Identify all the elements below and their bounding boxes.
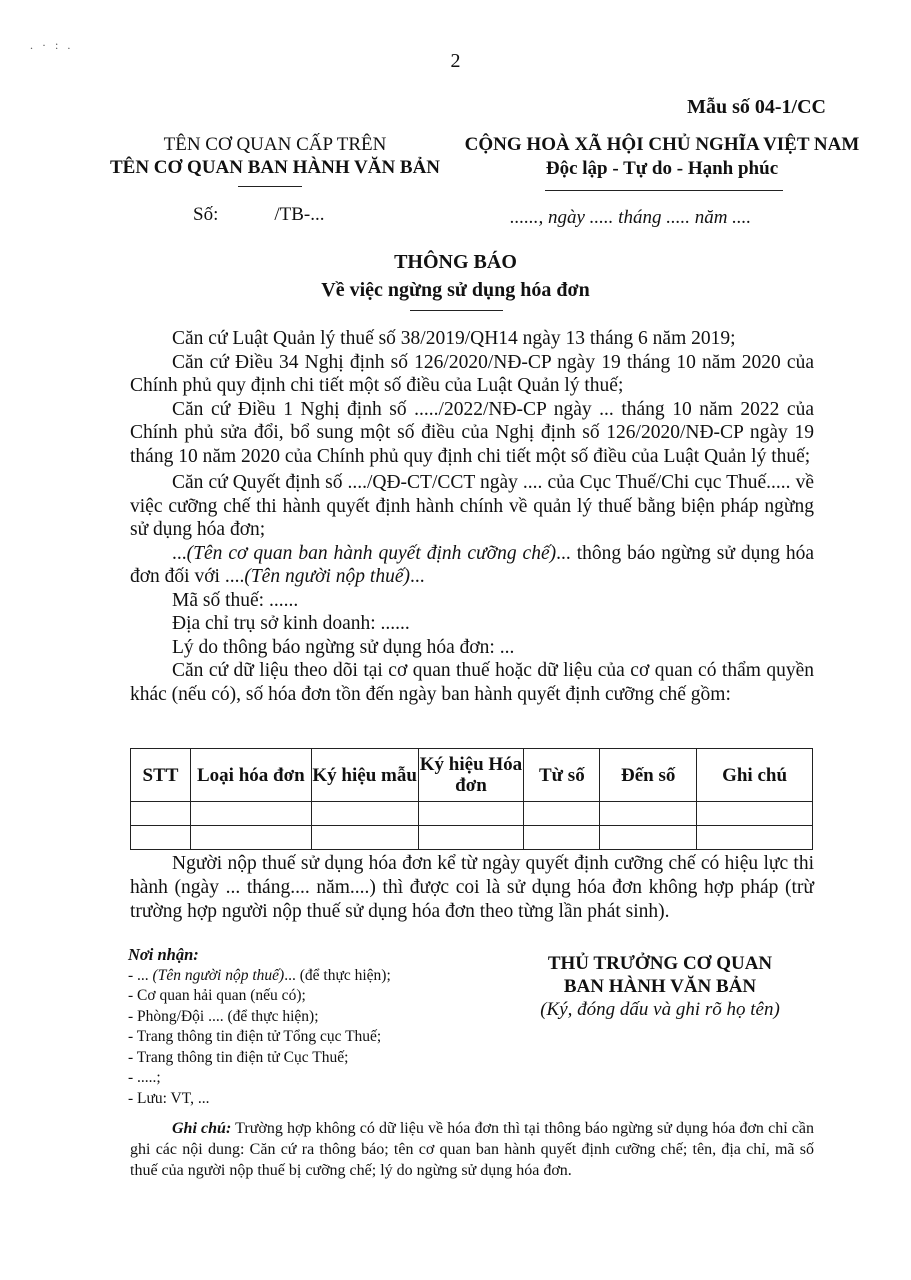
address-line: Địa chỉ trụ sở kinh doanh: ...... [172,613,410,634]
footnote-label: Ghi chú: [172,1120,232,1137]
issuer-header [90,133,460,179]
recipient-item: - Cơ quan hải quan (nếu có); [128,987,306,1004]
basis-decision: Căn cứ Quyết định số ..../QĐ-CT/CCT ngày .... của Cục Thuế/Chi cục Thuế..... về việc cưỡng chế thi hành quyết định hành chính về quản lý thuế bằng biện pháp ngừng sử dụng hóa đơn; [130,472,814,540]
recipient-item: - Phòng/Đội .... (để thực hiện); [128,1007,319,1025]
tax-code-line: Mã số thuế: ...... [172,589,299,611]
col-form-symbol: Ký hiệu mẫu [311,749,418,802]
document-number [193,204,325,226]
reason-line: Lý do thông báo ngừng sử dụng hóa đơn: ... [172,636,515,658]
col-stt: STT [131,749,191,802]
nation-name: CỘNG HOÀ XÃ HỘI CHỦ NGHĨA VIỆT NAM [464,134,860,155]
recipient-item: - Trang thông tin điện tử Cục Thuế; [128,1048,349,1066]
notice-body [130,327,814,706]
number-label: Số: [193,204,219,225]
table-header-row [131,749,813,802]
date-line: ......, ngày ..... tháng ..... năm .... [510,207,752,228]
notice-statement [130,542,814,589]
basis-law: Căn cứ Luật Quản lý thuế số 38/2019/QH14 ngày 13 tháng 6 năm 2019; [172,328,736,349]
recipient-tail: ... (để thực hiện); [284,966,391,984]
validity-paragraph [130,852,814,924]
agency-placeholder: (Tên cơ quan ban hành quyết định cưỡng chế) [186,542,557,564]
page-number: 2 [450,50,461,72]
recipient-placeholder: (Tên người nộp thuế) [152,966,285,984]
taxpayer-placeholder: (Tên người nộp thuế) [244,566,410,587]
table-row [131,826,813,850]
basis-decree-2022: Căn cứ Điều 1 Nghị định số ...../2022/NĐ-CP ngày ... tháng 10 năm 2022 của Chính phủ sửa đổi, bổ sung một số điều của Nghị định số 126/2020/NĐ-CP ngày 19 tháng 10 năm 2020 của Chính phủ quy định chi tiết một số điều của Luật Quản lý thuế; [130,398,814,467]
title-sub: Về việc ngừng sử dụng hóa đơn [321,279,590,301]
motto-underline [545,190,783,191]
recipient-item: - Trang thông tin điện tử Tổng cục Thuế; [128,1028,382,1045]
issuing-agency: TÊN CƠ QUAN BAN HÀNH VĂN BẢN [109,157,441,178]
recipient-item: - Lưu: VT, ... [128,1089,210,1107]
signature-block [490,952,830,1021]
recipient-item [128,966,391,987]
table-row [131,802,813,826]
recipient-item: - .....; [128,1069,161,1086]
data-basis: Căn cứ dữ liệu theo dõi tại cơ quan thuế hoặc dữ liệu của cơ quan có thẩm quyền khác (nếu có), số hóa đơn tồn đến ngày ban hành quyết định cưỡng chế gồm: [130,660,814,705]
footnote [130,1118,814,1181]
national-motto: Độc lập - Tự do - Hạnh phúc [545,158,779,179]
scan-marks: . · : . [30,38,74,52]
statement-lead: ... [172,542,187,564]
recipients-block [128,945,391,1109]
title-underline [410,310,503,311]
title-main: THÔNG BÁO [394,251,517,273]
signer-instruction: (Ký, đóng dấu và ghi rõ họ tên) [540,999,780,1020]
col-to-no: Đến số [600,749,697,802]
form-number: Mẫu số 04-1/CC [687,96,826,118]
number-suffix: /TB-... [274,204,325,225]
col-from-no: Từ số [524,749,600,802]
invoice-table [130,748,813,850]
col-note: Ghi chú [697,749,813,802]
col-invoice-type: Loại hóa đơn [190,749,311,802]
issuer-underline [238,186,302,187]
validity-text: Người nộp thuế sử dụng hóa đơn kể từ ngày quyết định cưỡng chế có hiệu lực thi hành (ngày ... tháng.... năm....) thì được coi là sử dụng hóa đơn không hợp pháp (trừ trường hợp người nộp thuế sử dụng hóa đơn theo từng lần phát sinh). [130,853,814,922]
footnote-body: Trường hợp không có dữ liệu về hóa đơn thì tại thông báo ngừng sử dụng hóa đơn chỉ cần ghi các nội dung: Căn cứ ra thông báo; tên cơ quan ban hành quyết định cưỡng chế; tên, địa chỉ, mã số thuế của người nộp thuế bị cưỡng chế; lý do ngừng sử dụng hóa đơn. [130,1120,814,1179]
parent-agency: TÊN CƠ QUAN CẤP TRÊN [163,134,387,155]
statement-end: ... [410,566,425,587]
signer-title-2: BAN HÀNH VĂN BẢN [563,976,757,997]
document-title [0,248,911,304]
recipients-heading: Nơi nhận: [128,945,199,964]
statement-mid: ... thông báo ngừng sử dụng hóa đơn đối với .... [130,542,814,587]
basis-decree-126: Căn cứ Điều 34 Nghị định số 126/2020/NĐ-CP ngày 19 tháng 10 năm 2020 của Chính phủ quy định chi tiết một số điều của Luật Quản lý thuế; [130,351,814,396]
recipient-lead: - ... [128,966,153,984]
national-header [452,133,872,181]
signer-title-1: THỦ TRƯỞNG CƠ QUAN [547,953,773,974]
col-invoice-symbol: Ký hiệu Hóa đơn [418,749,524,802]
footnote-text [130,1118,814,1181]
